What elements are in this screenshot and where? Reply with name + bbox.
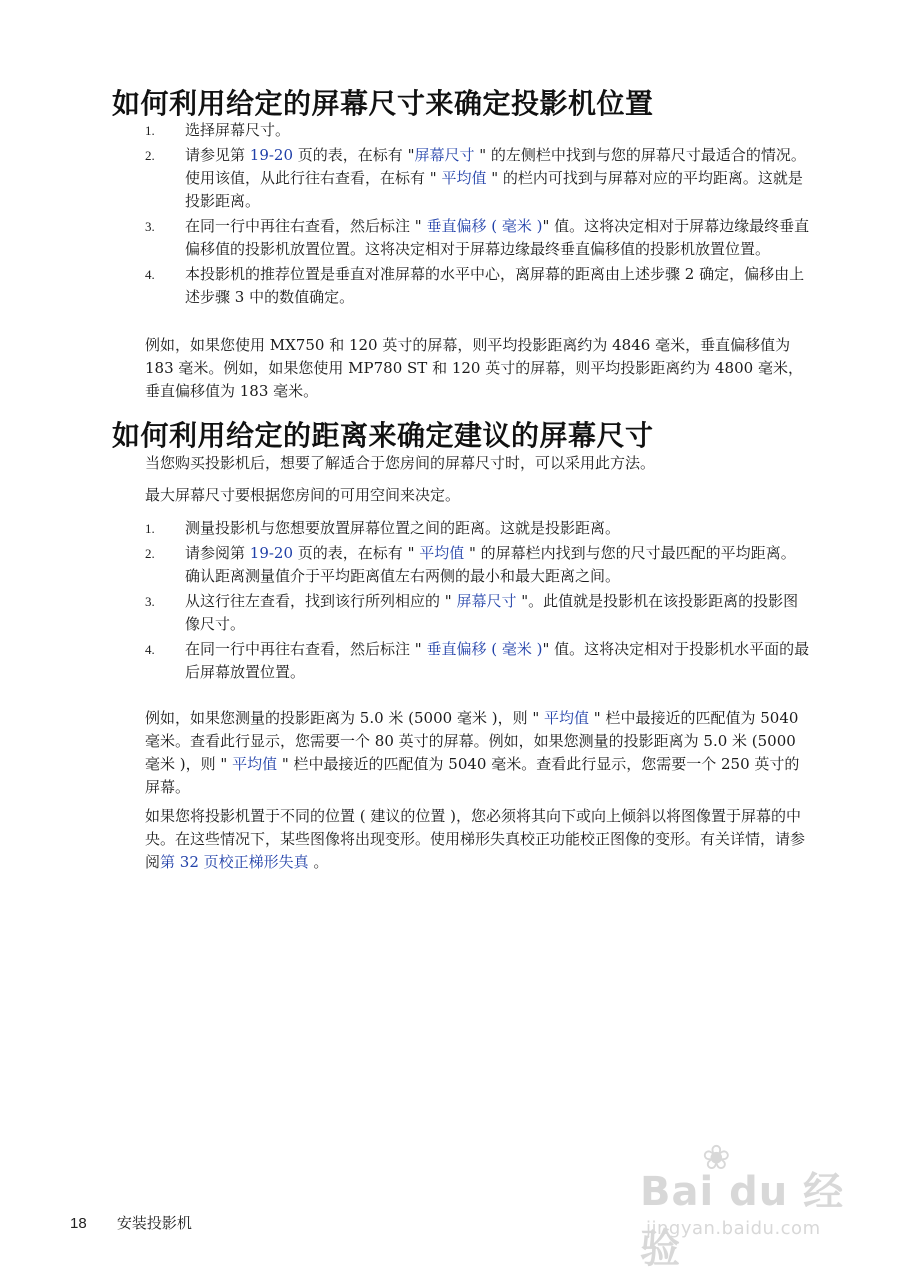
example-text-part: " 栏中最接近的匹配值为 5040 毫米。查看此行显示，您需要一个 250 英寸的屏幕。 [145,755,800,796]
step-text: " 值。这将决定相对于投影机水平面的最后屏幕放置位置。 [185,640,810,681]
page-footer [70,1212,192,1233]
steps-list-1 [145,119,810,311]
intro-text: 最大屏幕尺寸要根据您房间的可用空间来决定。 [145,486,461,504]
step-number: 2. [145,546,155,561]
step-number: 2. [145,148,155,163]
page-ref-link[interactable]: 19-20 [249,146,294,164]
baidu-watermark [640,1138,880,1272]
step-text: 从这行往左查看，找到该行所列相应的 " [185,592,452,610]
note-text [145,805,810,874]
step-number: 4. [145,267,155,282]
intro-paragraph-1 [145,452,810,475]
list-item [145,542,810,588]
list-item [145,119,810,142]
step-text: "。此值就是投影机在该投影距离的投影图像尺寸。 [185,592,799,633]
page-ref-link[interactable]: 19-20 [249,544,294,562]
column-name-average: 平均值 [414,544,465,562]
step-text: " 的屏幕栏内找到与您的尺寸最匹配的平均距离。确认距离测量值介于平均距离值左右两侧的最小和最大距离之间。 [185,544,796,585]
intro-paragraph-2 [145,484,810,507]
step-number: 3. [145,219,155,234]
section-title-distance: 如何利用给定的距离来确定建议的屏幕尺寸 [112,419,654,452]
step-number: 1. [145,521,155,536]
intro-text: 当您购买投影机后，想要了解适合于您房间的屏幕尺寸时，可以采用此方法。 [145,454,656,472]
step-text: 本投影机的推荐位置是垂直对准屏幕的水平中心，离屏幕的距离由上述步骤 2 确定，偏移由上述步骤 3 中的数值确定。 [185,265,805,306]
note-text-part: 如果您将投影机置于不同的位置 ( 建议的位置 )，您必须将其向下或向上倾斜以将图像置于屏幕的中央。在这些情况下，某些图像将出现变形。使用梯形失真校正功能校正图像的变形。有关详情，请参阅 [145,807,806,871]
example-paragraph-1 [145,334,810,403]
list-item [145,215,810,261]
example-text [145,707,810,799]
list-item [145,517,810,540]
step-number: 3. [145,594,155,609]
step-text: 在同一行中再往右查看，然后标注 " [185,640,422,658]
section-title-screen-size: 如何利用给定的屏幕尺寸来确定投影机位置 [112,87,654,120]
example-text-part: 例如，如果您测量的投影距离为 5.0 米 (5000 毫米 )，则 " [145,709,540,727]
step-number: 1. [145,123,155,138]
chapter-title: 安装投影机 [116,1215,192,1232]
keystone-page-link[interactable]: 第 32 页校正梯形失真 [160,853,309,871]
step-text: 选择屏幕尺寸。 [185,121,291,139]
step-text: " 的栏内可找到与屏幕对应的平均距离。这就是投影距离。 [185,169,803,210]
column-name-average: 平均值 [539,709,590,727]
watermark-logo: Bai du 经验 [640,1169,845,1272]
note-paragraph [145,805,810,874]
step-text: 页的表，在标有 " [293,544,415,562]
column-name-vertical-offset: 垂直偏移 ( 毫米 ) [421,217,543,235]
step-text: 页的表，在标有 " [293,146,415,164]
example-paragraph-2 [145,707,810,799]
column-name-screen-size: 屏幕尺寸 [414,146,475,164]
paw-icon: ❀ [702,1138,731,1178]
column-name-vertical-offset: 垂直偏移 ( 毫米 ) [421,640,543,658]
page-number: 18 [70,1215,87,1232]
watermark-url: jingyan.baidu.com [646,1218,821,1239]
step-text: " 的左侧栏中找到与您的屏幕尺寸最适合的情况。使用该值，从此行往右查看，在标有 " [185,146,806,187]
step-text: 测量投影机与您想要放置屏幕位置之间的距离。这就是投影距离。 [185,519,621,537]
list-item [145,638,810,684]
column-name-average: 平均值 [436,169,487,187]
steps-list-2 [145,517,810,686]
list-item [145,263,810,309]
step-text: 请参见第 [185,146,250,164]
example-text: 例如，如果您使用 MX750 和 120 英寸的屏幕，则平均投影距离约为 4846 毫米，垂直偏移值为 183 毫米。例如，如果您使用 MP780 ST 和 120 英寸的屏幕，则平均投影距离约为 4800 毫米，垂直偏移值为 183 毫米。 [145,336,803,400]
list-item [145,144,810,213]
step-text: 在同一行中再往右查看，然后标注 " [185,217,422,235]
step-text: " 值。这将决定相对于屏幕边缘最终垂直偏移值的投影机放置位置。这将决定相对于屏幕边缘最终垂直偏移值的投影机放置位置。 [185,217,810,258]
list-item [145,590,810,636]
column-name-average: 平均值 [227,755,278,773]
step-text: 请参阅第 [185,544,250,562]
column-name-screen-size: 屏幕尺寸 [451,592,517,610]
example-text-part: " 栏中最接近的匹配值为 5040 毫米。查看此行显示，您需要一个 80 英寸的屏幕。例如，如果您测量的投影距离为 5.0 米 (5000 毫米 )，则 " [145,709,799,773]
step-number: 4. [145,642,155,657]
note-text-part: 。 [308,853,329,871]
